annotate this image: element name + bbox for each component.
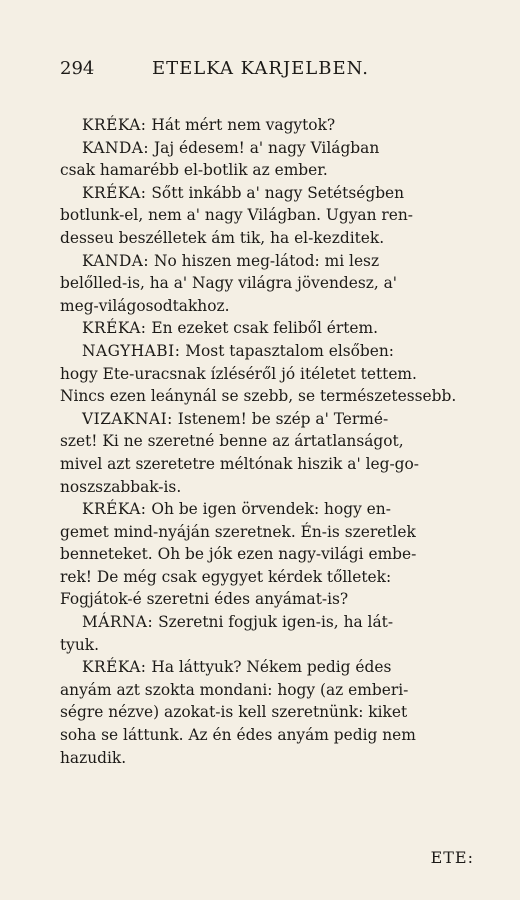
- line-text: Szeretni fogjuk igen-is, ha lát-: [153, 613, 394, 632]
- text-line: [60, 543, 482, 566]
- text-line: [60, 611, 482, 634]
- line-text: hogy Ete-uracsnak ízléséről jó itéletet tettem.: [60, 364, 417, 383]
- line-text: tyuk.: [60, 635, 100, 654]
- line-text: Hát mért nem vagytok?: [146, 116, 336, 134]
- speaker-name: KANDA:: [82, 138, 150, 157]
- text-line: [60, 521, 482, 544]
- text-line: [60, 227, 482, 250]
- text-line: [60, 656, 482, 679]
- text-line: [60, 679, 482, 702]
- line-text: mivel azt szeretetre méltónak hiszik a' leg-go-: [60, 454, 419, 473]
- line-text: desseu beszélletek ám tik, ha el-kezditek.: [60, 228, 385, 247]
- text-line: [60, 250, 482, 273]
- line-text: hazudik.: [60, 748, 127, 767]
- line-text: benneteket. Oh be jók ezen nagy-világi embe-: [60, 545, 417, 564]
- text-line: [60, 453, 482, 476]
- text-line: [60, 566, 482, 589]
- text-line: [60, 498, 482, 521]
- text-line: [60, 363, 482, 386]
- line-text: botlunk-el, nem a' nagy Világban. Ugyan ren-: [60, 206, 413, 225]
- text-line: [60, 340, 482, 363]
- text-line: [60, 430, 482, 453]
- line-text: soha se láttunk. Az én édes anyám pedig nem: [60, 726, 416, 745]
- speaker-name: KRÉKA:: [82, 658, 147, 677]
- text-line: [60, 182, 482, 205]
- running-title: ETELKA KARJELBEN.: [152, 58, 369, 79]
- text-line: [60, 385, 482, 408]
- page-number: 294: [60, 58, 95, 79]
- text-line: [60, 137, 482, 160]
- text-line: [60, 588, 482, 611]
- line-text: Oh be igen örvendek: hogy en-: [146, 500, 391, 519]
- line-text: belőlled-is, ha a' Nagy világra jövendesz, a': [60, 274, 398, 293]
- text-line: [60, 408, 482, 431]
- line-text: Istenem! be szép a' Termé-: [172, 409, 389, 428]
- speaker-name: VIZAKNAI:: [82, 409, 173, 428]
- text-line: [60, 724, 482, 747]
- speaker-name: NAGYHABI:: [82, 341, 181, 360]
- speaker-name: KRÉKA:: [82, 116, 147, 134]
- line-text: gemet mind-nyáján szeretnek. Én-is szeretlek: [60, 522, 416, 541]
- text-line: [60, 476, 482, 499]
- dialogue-text: [60, 114, 482, 769]
- catchword: ETE:: [430, 848, 474, 867]
- line-text: rek! De még csak egygyet kérdek tőlletek:: [60, 567, 392, 586]
- speaker-name: KRÉKA:: [82, 319, 147, 338]
- line-text: Nincs ezen leánynál se szebb, se természetessebb.: [60, 387, 457, 406]
- line-text: En ezeket csak feliből értem.: [146, 319, 379, 338]
- speaker-name: MÁRNA:: [82, 613, 154, 632]
- text-line: [60, 114, 482, 137]
- line-text: csak hamarébb el-botlik az ember.: [60, 161, 328, 180]
- line-text: meg-világosodtakhoz.: [60, 296, 230, 315]
- text-line: [60, 295, 482, 318]
- line-text: Fogjátok-é szeretni édes anyámat-is?: [60, 590, 349, 609]
- text-line: [60, 747, 482, 770]
- text-line: [60, 317, 482, 340]
- line-text: No hiszen meg-látod: mi lesz: [149, 251, 380, 270]
- line-text: anyám azt szokta mondani: hogy (az emberi-: [60, 680, 409, 699]
- text-line: [60, 701, 482, 724]
- text-line: [60, 204, 482, 227]
- running-head: [60, 58, 482, 88]
- line-text: Jaj édesem! a' nagy Világban: [149, 138, 380, 157]
- speaker-name: KRÉKA:: [82, 183, 147, 202]
- speaker-name: KRÉKA:: [82, 500, 147, 519]
- text-line: [60, 272, 482, 295]
- line-text: Most tapasztalom elsőben:: [180, 341, 394, 360]
- line-text: szet! Ki ne szeretné benne az ártatlanságot,: [60, 432, 404, 451]
- text-line: [60, 634, 482, 657]
- line-text: Ha láttyuk? Nékem pedig édes: [146, 658, 392, 677]
- text-line: [60, 159, 482, 182]
- line-text: noszszabbak-is.: [60, 477, 182, 496]
- speaker-name: KANDA:: [82, 251, 150, 270]
- line-text: Sőtt inkább a' nagy Setétségben: [146, 183, 405, 202]
- line-text: ségre nézve) azokat-is kell szeretnünk: kiket: [60, 703, 408, 722]
